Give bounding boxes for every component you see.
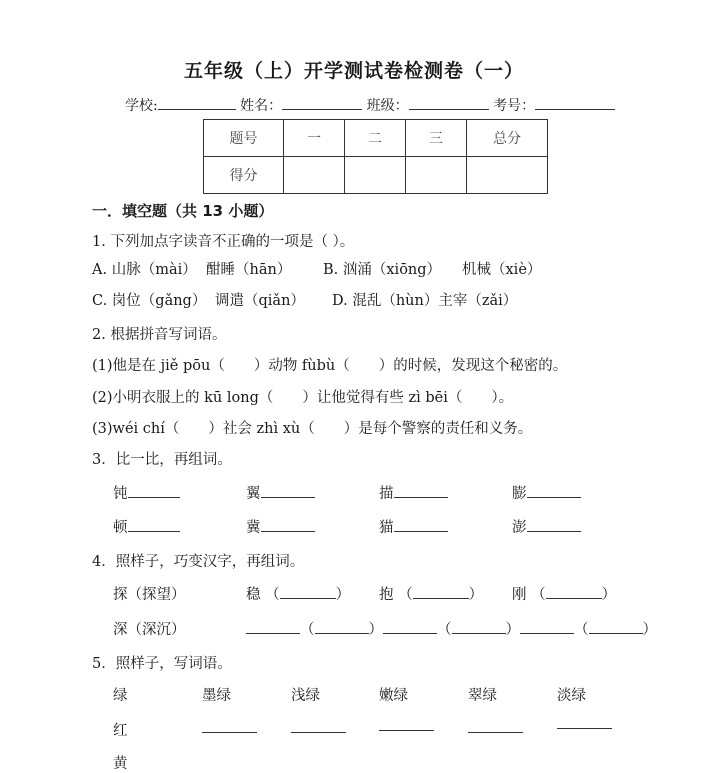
school-field[interactable]: [158, 95, 236, 110]
answer-blank[interactable]: [246, 633, 300, 634]
score-table-header-row: [204, 120, 548, 157]
q3-char: 钝: [113, 482, 180, 503]
q1-option-a2: 酣睡（hān）: [206, 262, 292, 278]
score-cell[interactable]: [406, 157, 467, 194]
answer-blank[interactable]: [379, 716, 434, 731]
answer-blank[interactable]: [527, 531, 581, 532]
q3-char: 膨: [512, 482, 581, 503]
answer-blank[interactable]: [128, 531, 180, 532]
class-label: 班级：: [366, 98, 409, 114]
score-table-header-cell: 总分: [467, 120, 548, 157]
score-table-score-row: [204, 157, 548, 194]
answer-blank[interactable]: [394, 531, 448, 532]
q5-word: 淡绿: [557, 688, 586, 704]
q3-char: 猫: [379, 516, 448, 537]
answer-blank[interactable]: [315, 633, 369, 634]
page-title: 五年级（上）开学测试卷检测卷（一）: [183, 60, 524, 82]
name-field[interactable]: [282, 95, 362, 110]
q1-option-b2: 机械（xiè）: [462, 262, 542, 278]
answer-blank[interactable]: [589, 633, 643, 634]
question-1-stem: 1. 下列加点字读音不正确的一项是（ ）。: [92, 234, 355, 250]
answer-blank[interactable]: [261, 497, 315, 498]
score-table-header-cell: 一: [284, 120, 345, 157]
answer-blank[interactable]: [527, 497, 581, 498]
answer-blank[interactable]: [520, 633, 574, 634]
q5-word: 墨绿: [202, 688, 231, 704]
score-cell[interactable]: [284, 157, 345, 194]
answer-blank[interactable]: [546, 598, 602, 599]
q4-item: 刚 （ ）: [512, 587, 617, 603]
answer-blank[interactable]: [452, 633, 506, 634]
number-label: 考号：: [493, 98, 536, 114]
q2-sentence-3: (3)wéi chí（ ）社会 zhì xù（ ）是每个警察的责任和义务。: [92, 421, 533, 437]
number-field[interactable]: [535, 95, 615, 110]
question-3-stem: 3．比一比，再组词。: [92, 452, 232, 468]
q1-option-b1: B. 汹涌（xiōng）: [323, 262, 442, 278]
q5-word: 绿: [113, 688, 128, 704]
score-table: [203, 119, 548, 194]
answer-blank[interactable]: [280, 598, 336, 599]
name-label: 姓名：: [240, 98, 283, 114]
score-cell[interactable]: [345, 157, 406, 194]
school-label: 学校:: [125, 98, 158, 114]
q3-char: 冀: [246, 516, 315, 537]
q3-char: 顿: [113, 516, 180, 537]
q1-option-a1: A. 山脉（mài）: [92, 262, 197, 278]
answer-blank[interactable]: [394, 497, 448, 498]
q4-item: 抱 （ ）: [379, 587, 484, 603]
answer-blank[interactable]: [261, 531, 315, 532]
answer-blank[interactable]: [468, 718, 523, 733]
q5-word: 翠绿: [468, 688, 497, 704]
q2-sentence-2: (2)小明衣服上的 kū long（ ）让他觉得有些 zì bēi（ ）。: [92, 390, 514, 406]
class-field[interactable]: [409, 95, 489, 110]
q1-option-c1: C. 岗位（gǎng）: [92, 293, 207, 309]
question-5-stem: 5．照样子，写词语。: [92, 656, 232, 672]
score-row-label: 得分: [204, 157, 284, 194]
answer-blank[interactable]: [128, 497, 180, 498]
answer-blank[interactable]: [383, 633, 437, 634]
score-cell[interactable]: [467, 157, 548, 194]
question-4-stem: 4．照样子，巧变汉字，再组词。: [92, 554, 305, 570]
score-table-header-cell: 二: [345, 120, 406, 157]
answer-blank[interactable]: [557, 714, 612, 729]
answer-blank[interactable]: [202, 718, 257, 733]
answer-blank[interactable]: [413, 598, 469, 599]
q1-option-c2: 调遣（qiǎn）: [215, 293, 305, 309]
q5-word: 红: [113, 723, 128, 739]
q3-char: 澎: [512, 516, 581, 537]
q4-item: 稳 （ ）: [246, 587, 351, 603]
question-2-stem: 2. 根据拼音写词语。: [92, 327, 227, 343]
q5-word: 浅绿: [291, 688, 320, 704]
answer-blank[interactable]: [291, 718, 346, 733]
q3-char: 描: [379, 482, 448, 503]
score-table-header-cell: 题号: [204, 120, 284, 157]
student-info-line: [125, 95, 615, 115]
score-table-header-cell: 三: [406, 120, 467, 157]
q5-word: 黄: [113, 756, 128, 772]
q4-answer-row: （ ） （ ） （ ）: [246, 618, 657, 639]
q5-word: 嫩绿: [379, 688, 408, 704]
section-heading: 一．填空题（共 13 小题）: [92, 202, 274, 220]
q4-example-1: 探（探望）: [113, 587, 186, 603]
q4-example-2: 深（深沉）: [113, 622, 186, 638]
q1-option-d: D. 混乱（hùn）主宰（zǎi）: [332, 293, 518, 309]
q2-sentence-1: (1)他是在 jiě pōu（ ）动物 fùbù（ ）的时候，发现这个秘密的。: [92, 358, 568, 374]
q3-char: 翼: [246, 482, 315, 503]
